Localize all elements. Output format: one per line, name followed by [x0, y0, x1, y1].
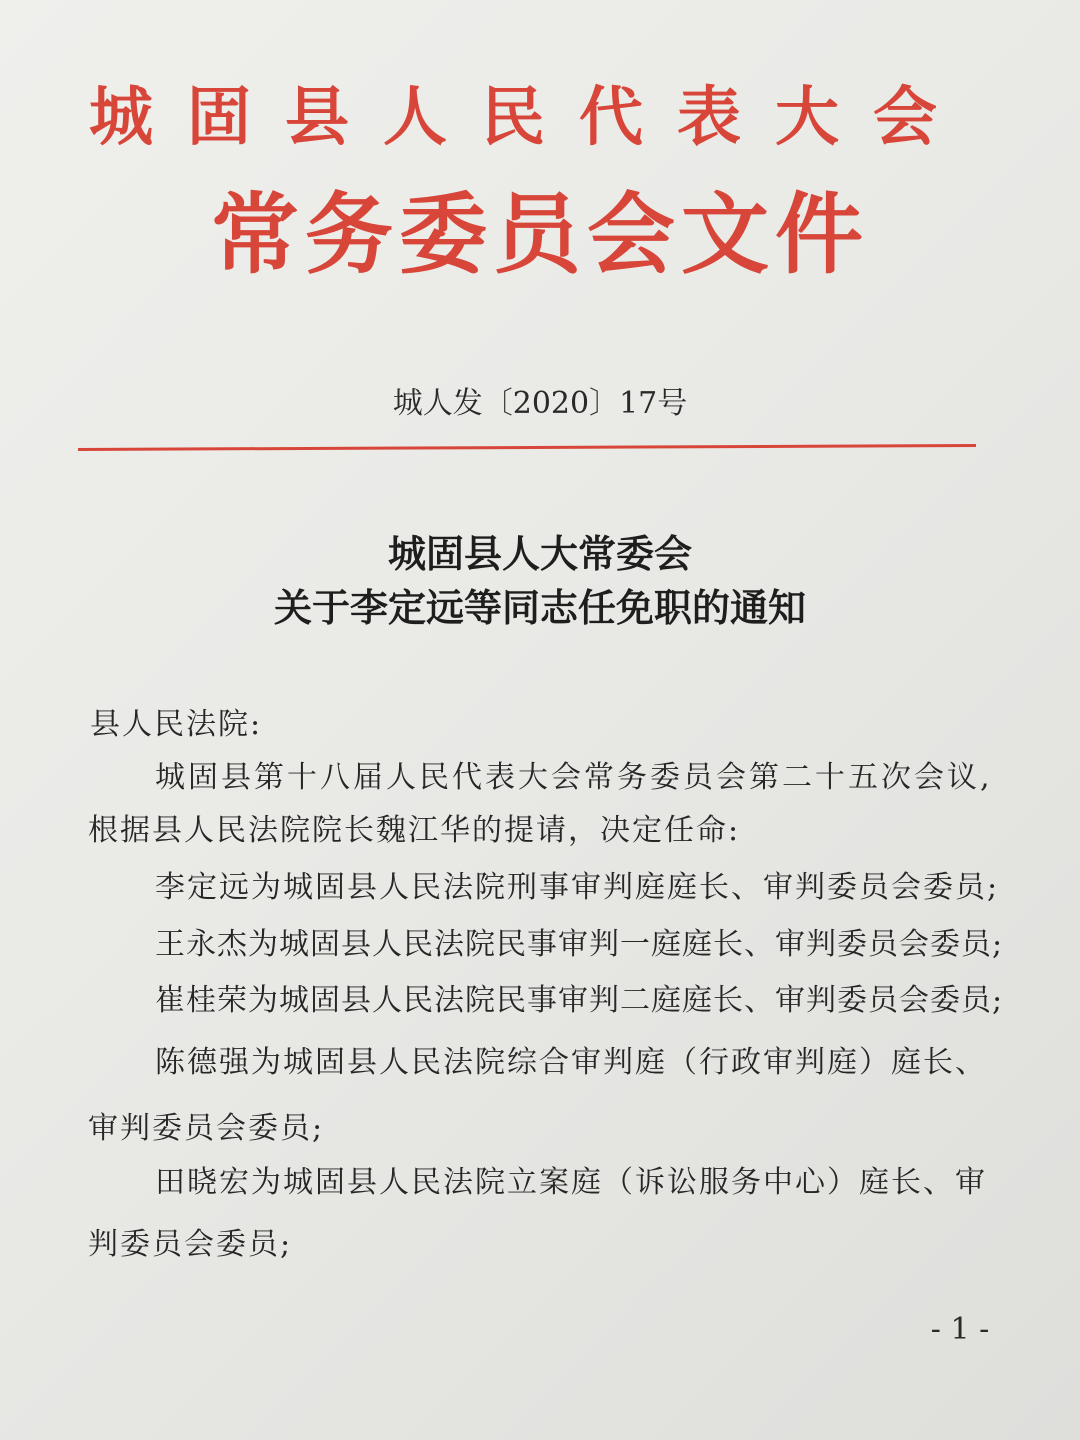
document-number: 城人发〔2020〕17号 [392, 386, 688, 421]
body-line: 城固县第十八届人民代表大会常务委员会第二十五次会议, [155, 760, 993, 795]
addressee: 县人民法院: [90, 707, 263, 742]
issuing-organization: 城固县人民代表大会 [89, 81, 971, 155]
appointment-item: 陈德强为城固县人民法院综合审判庭（行政审判庭）庭长、 [155, 1045, 987, 1080]
appointment-item: 田晓宏为城固县人民法院立案庭（诉讼服务中心）庭长、审 [155, 1165, 987, 1200]
document-type-heading: 常务委员会文件 [210, 183, 869, 286]
appointment-item-continued: 审判委员会委员; [88, 1111, 325, 1146]
red-divider-line [78, 444, 976, 451]
notice-title-line-1: 城固县人大常委会 [387, 531, 692, 576]
notice-title-line-2: 关于李定远等同志任免职的通知 [273, 585, 806, 630]
appointment-item: 崔桂荣为城固县人民法院民事审判二庭庭长、审判委员会委员; [155, 983, 1004, 1018]
appointment-item: 王永杰为城固县人民法院民事审判一庭庭长、审判委员会委员; [155, 927, 1004, 962]
appointment-item: 李定远为城固县人民法院刑事审判庭庭长、审判委员会委员; [155, 870, 1000, 905]
page-number: - 1 - [930, 1312, 990, 1347]
body-line: 根据县人民法院院长魏江华的提请，决定任命: [88, 813, 741, 848]
appointment-item-continued: 判委员会委员; [88, 1227, 293, 1262]
